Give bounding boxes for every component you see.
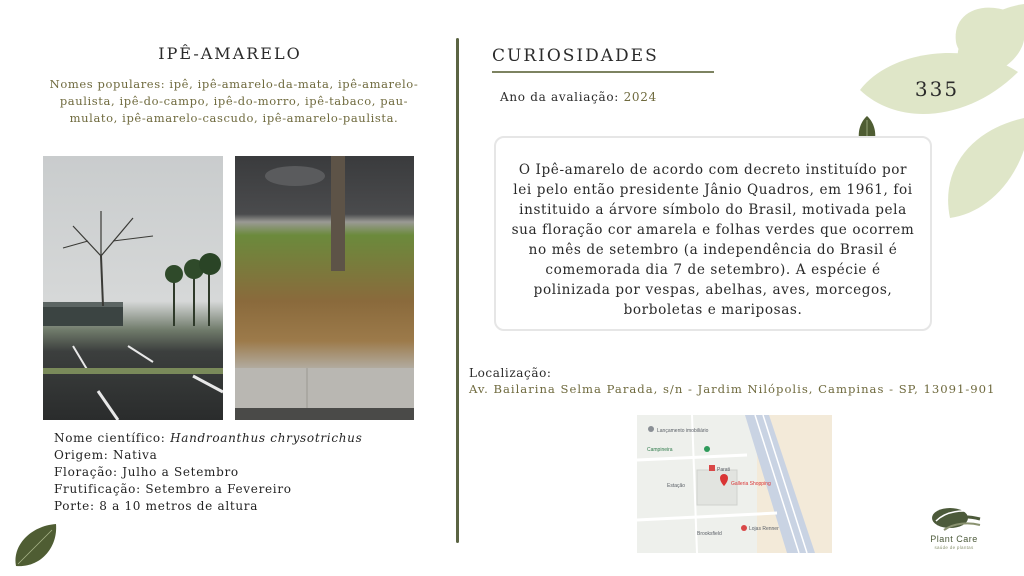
location-map[interactable] [637, 415, 832, 553]
location-address: Av. Bailarina Selma Parada, s/n - Jardim Nilópolis, Campinas - SP, 13091-901 [469, 382, 996, 396]
trunk-photo [235, 156, 414, 420]
scientific-name: Nome científico: Handroanthus chrysotrichus [54, 431, 363, 445]
map-label-lojas: Lojas Renner [749, 526, 779, 532]
map-label-estacao: Estação [667, 483, 686, 489]
curiosity-text: O Ipê-amarelo de acordo com decreto instituído por lei pelo então presidente Jânio Quadros, em 1961, foi instituido a árvore símbolo do Brasil, motivada pela sua floração cor amarela e folhas verdes que ocorrem no mês de setembro (a independência do Brasil é comemorada dia 7 de setembro). A espécie é polinizada por vespas, abelhas, aves, morcegos, borboletas e mariposas. [511, 162, 915, 318]
map-label-parati: Parati [717, 467, 731, 473]
species-facts [54, 430, 362, 515]
flowering: Floração: Julho a Setembro [54, 465, 239, 479]
title-underline [492, 71, 714, 73]
evaluation-year: Ano da avaliação: 2024 [500, 90, 657, 104]
map-label-brooksfield: Brooksfield [697, 531, 722, 537]
page-number: 335 [914, 77, 960, 101]
curiosity-card [494, 136, 932, 331]
column-divider [456, 38, 459, 543]
fruiting: Frutificação: Setembro a Fevereiro [54, 482, 292, 496]
popular-names: Nomes populares: ipê, ipê-amarelo-da-mata, ipê-amarelo-paulista, ipê-do-campo, ipê-do-morro, ipê-tabaco, pau-mulato, ipê-amarelo-cascudo, ipê-amarelo-paulista. [49, 77, 419, 125]
section-title: CURIOSIDADES [492, 46, 659, 66]
map-label-lancamento: Lançamento imobiliário [657, 428, 709, 434]
tree-photo [43, 156, 223, 420]
map-label-campineira: Campineira [647, 447, 673, 453]
origin: Origem: Nativa [54, 448, 158, 462]
size: Porte: 8 a 10 metros de altura [54, 499, 259, 513]
species-title: IPÊ-AMARELO [158, 44, 302, 63]
brand-name: Plant Care [930, 534, 978, 544]
brand-tagline: saúde de plantas [934, 545, 974, 550]
map-label-galleria: Galleria Shopping [731, 481, 771, 487]
plant-care-logo-icon [930, 503, 982, 533]
leaf-bottom-icon [12, 522, 60, 570]
location-label: Localização: [469, 366, 552, 380]
